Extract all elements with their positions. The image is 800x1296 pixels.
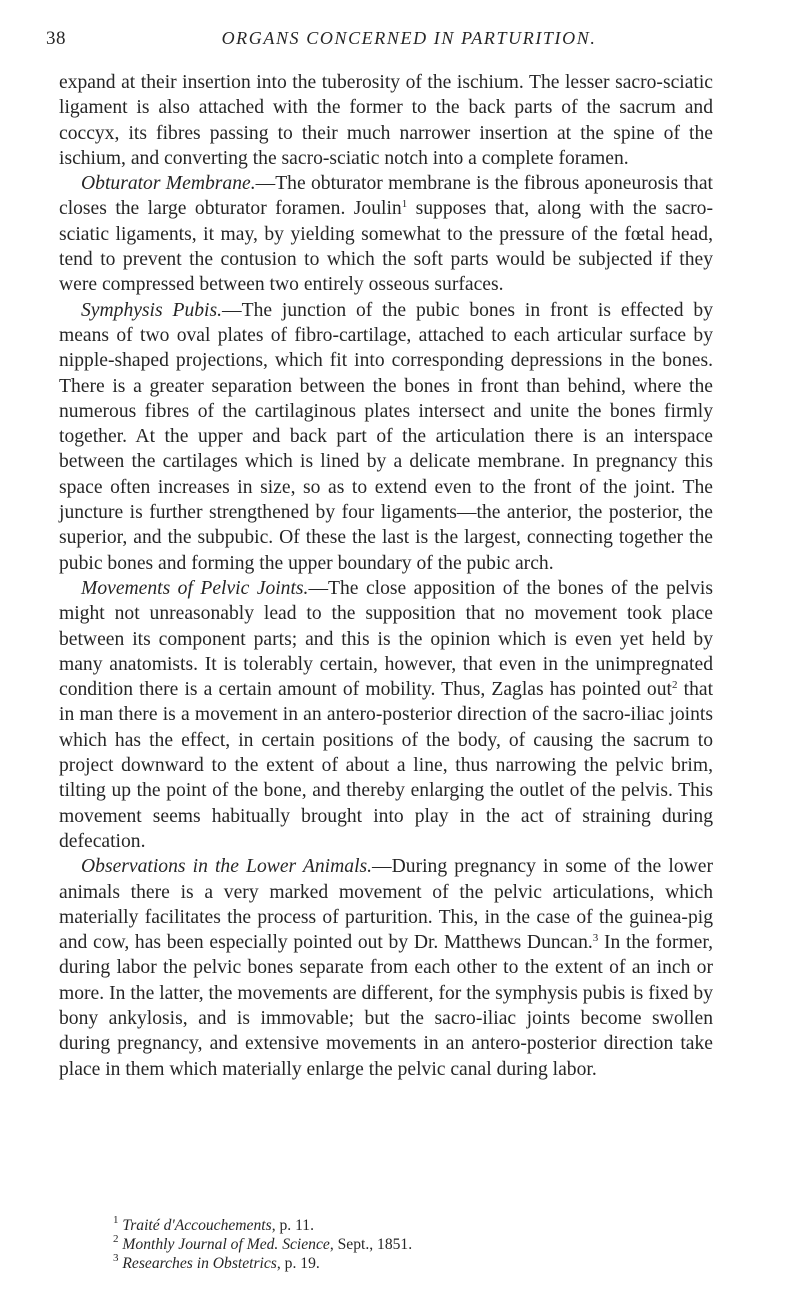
section-heading: Movements of Pelvic Joints.	[81, 577, 309, 599]
footnotes	[113, 1216, 673, 1273]
footnote	[113, 1235, 673, 1254]
paragraph-text: —The obturator membrane is the fibrous aponeurosis that closes the large obturator foramen. Joulin	[59, 173, 713, 220]
footnote	[113, 1216, 673, 1235]
footnote-marker: 3	[113, 1252, 119, 1264]
section-heading: Symphysis Pubis.	[81, 299, 223, 321]
footnote-ref: 1	[401, 198, 408, 211]
paragraph-symphysis-pubis	[59, 298, 713, 576]
paragraph-text: that in man there is a movement in an antero-posterior direction of the sacro-iliac joints which has the effect, in certain positions of the body, of causing the sacrum to project downward to the extent of about a line, thus narrowing the pelvic brim, tilting up the point of the bone, and thereby enlarging the outlet of the pelvis. This movement seems habitually brought into play in the act of straining during defecation.	[59, 679, 714, 852]
paragraph-continuation	[59, 70, 713, 171]
footnote-title: Researches in Obstetrics	[122, 1255, 277, 1272]
paragraph-text: —During pregnancy in some of the lower animals there is a very marked movement of the pelvic articulations, which materially facilitates the process of parturition. This, in the case of the guinea-pig and cow, has been especially pointed out by Dr. Matthews Duncan.	[59, 856, 713, 954]
section-heading: Observations in the Lower Animals.	[81, 856, 373, 878]
paragraph-obturator-membrane	[59, 171, 713, 297]
footnote-marker: 1	[113, 1214, 119, 1226]
footnote-marker: 2	[113, 1233, 119, 1245]
paragraph-movements-pelvic-joints	[59, 576, 713, 854]
paragraph-text: expand at their insertion into the tuberosity of the ischium. The lesser sacro-sciatic ligament is also attached with the former to the back parts of the sacrum and coccyx, its fibres passing to their much narrower insertion at the spine of the ischium, and converting the sacro-sciatic notch into a complete foramen.	[59, 72, 713, 169]
paragraph-text: —The junction of the pubic bones in front is effected by means of two oval plates of fibro-cartilage, attached to each articular surface by nipple-shaped projections, which fit into corresponding depressions in the bones. There is a greater separation between the bones in front than behind, where the numerous fibres of the cartilaginous plates intersect and unite the bones firmly together. At the upper and back part of the articulation there is an interspace between the cartilages which is lined by a delicate membrane. In pregnancy this space often increases in size, so as to extend even to the front of the joint. The juncture is further strengthened by four ligaments—the anterior, the posterior, the superior, and the subpubic. Of these the last is the largest, connecting together the pubic bones and forming the upper boundary of the pubic arch.	[59, 299, 713, 574]
footnote-rest: , Sept., 1851.	[329, 1236, 413, 1253]
paragraph-text: supposes that, along with the sacro-sciatic ligaments, it may, by yielding somewhat to the pressure of the fœtal head, tend to prevent the contusion to which the soft parts would be subjected if they were compressed between two entirely osseous surfaces.	[59, 198, 713, 296]
running-title: ORGANS CONCERNED IN PARTURITION.	[221, 28, 597, 48]
footnote-ref: 3	[592, 932, 599, 945]
paragraph-lower-animals	[59, 854, 713, 1082]
page-header	[46, 24, 754, 54]
footnote-rest: , p. 19.	[276, 1255, 320, 1272]
paragraph-text: In the former, during labor the pelvic bones separate from each other to the extent of an inch or more. In the latter, the movements are different, for the symphysis pubis is fixed by bony ankylosis, and is immovable; but the sacro-iliac joints become swollen during pregnancy, and extensive movements in an antero-posterior direction take place in them which materially enlarge the pelvic canal during labor.	[59, 932, 713, 1080]
paragraph-text: —The close apposition of the bones of the pelvis might not unreasonably lead to the supposition that no movement took place between its component parts; and this is the opinion which is even yet held by many anatomists. It is tolerably certain, however, that even in the unimpregnated condition there is a certain amount of mobility. Thus, Zaglas has pointed out	[59, 577, 713, 701]
section-heading: Obturator Membrane.	[81, 173, 256, 195]
footnote-rest: , p. 11.	[271, 1217, 314, 1234]
footnote	[113, 1254, 673, 1273]
footnote-title: Monthly Journal of Med. Science	[122, 1236, 330, 1253]
body-text	[59, 70, 713, 1082]
footnote-ref: 2	[671, 679, 678, 692]
page-number: 38	[46, 28, 66, 49]
footnote-title: Traité d'Accouchements	[122, 1217, 272, 1234]
